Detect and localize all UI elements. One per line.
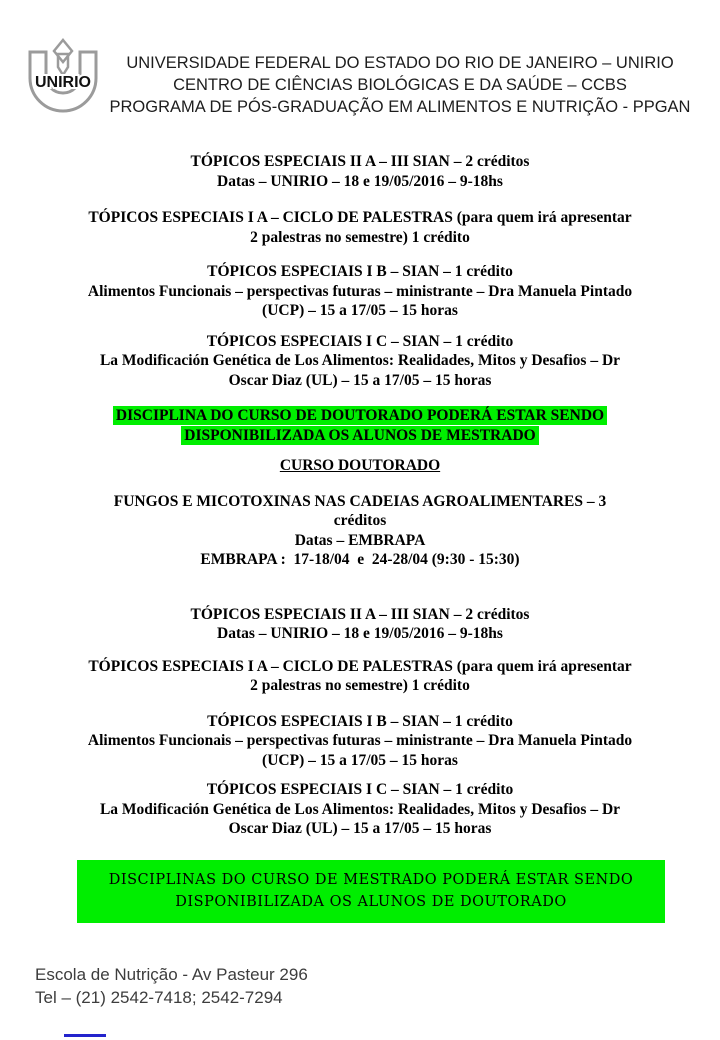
course-block-topicos-1a [34,208,686,247]
course-credits: 2 palestras no semestre) 1 crédito [250,228,470,246]
course-title: FUNGOS E MICOTOXINAS NAS CADEIAS AGROALIMENTARES – 3 [113,492,607,510]
course-dates: EMBRAPA : 17-18/04 e 24-28/04 (9:30 - 15:30) [200,551,520,568]
document-body [0,152,720,923]
course-dates: (UCP) – 15 a 17/05 – 15 horas [262,751,458,769]
course-block-topicos-1b [34,262,686,321]
course-dates: Datas – UNIRIO – 18 e 19/05/2016 – 9-18hs [217,625,503,642]
notice-mestrado-box [77,860,665,923]
document-footer [35,963,308,1009]
course-location: Datas – EMBRAPA [294,531,426,549]
unirio-logo [20,36,106,122]
document-header [0,0,720,122]
course-block-topicos-1c [34,332,686,391]
highlighted-text-line: DISCIPLINA DO CURSO DE DOUTORADO PODERÁ ESTAR SENDO [113,406,607,425]
course-description: La Modificación Genética de Los Alimentos: Realidades, Mitos y Desafios – Dr [99,800,621,818]
course-block-topicos-1c-repeat [34,780,686,839]
course-title: TÓPICOS ESPECIAIS I C – SIAN – 1 crédito [206,332,514,350]
course-description: Alimentos Funcionais – perspectivas futuras – ministrante – Dra Manuela Pintado [87,282,633,300]
institution-header [106,36,694,118]
curso-doutorado-heading: CURSO DOUTORADO [279,457,441,474]
course-description: Alimentos Funcionais – perspectivas futuras – ministrante – Dra Manuela Pintado [87,732,633,749]
svg-text:UNIRIO: UNIRIO [35,74,91,91]
notice-text-line: DISPONIBILIZADA OS ALUNOS DE DOUTORADO [175,893,567,910]
course-dates: (UCP) – 15 a 17/05 – 15 horas [262,302,458,319]
footer-address: Escola de Nutrição - Av Pasteur 296 [35,965,308,984]
course-block-fungos [34,492,686,570]
course-dates: Oscar Diaz (UL) – 15 a 17/05 – 15 horas [228,820,492,837]
course-title: TÓPICOS ESPECIAIS I C – SIAN – 1 crédito [206,781,514,798]
highlighted-text-line: DISPONIBILIZADA OS ALUNOS DE MESTRADO [181,426,538,445]
course-dates: Oscar Diaz (UL) – 15 a 17/05 – 15 horas [228,371,492,389]
course-title: TÓPICOS ESPECIAIS II A – III SIAN – 2 créditos [190,605,530,623]
course-credits: 2 palestras no semestre) 1 crédito [250,677,470,694]
course-title: TÓPICOS ESPECIAIS II A – III SIAN – 2 créditos [190,153,530,170]
course-block-topicos-2a-repeat [34,605,686,644]
institution-line-3: PROGRAMA DE PÓS-GRADUAÇÃO EM ALIMENTOS E NUTRIÇÃO - PPGAN [109,98,691,116]
course-credits: créditos [333,512,387,529]
course-title: TÓPICOS ESPECIAIS I A – CICLO DE PALESTRAS (para quem irá apresentar [88,209,632,226]
institution-line-1: UNIVERSIDADE FEDERAL DO ESTADO DO RIO DE JANEIRO – UNIRIO [126,54,674,72]
institution-line-2: CENTRO DE CIÊNCIAS BIOLÓGICAS E DA SAÚDE – CCBS [173,76,627,94]
footer-phone: Tel – (21) 2542-7418; 2542-7294 [35,988,283,1007]
course-description: La Modificación Genética de Los Alimentos: Realidades, Mitos y Desafios – Dr [99,352,621,369]
course-block-topicos-1a-repeat [34,657,686,696]
course-title: TÓPICOS ESPECIAIS I B – SIAN – 1 crédito [207,712,513,730]
course-title: TÓPICOS ESPECIAIS I A – CICLO DE PALESTRAS (para quem irá apresentar [88,657,632,675]
footer-blue-line [64,1034,106,1037]
notice-doutorado-highlight [34,406,686,445]
course-block-topicos-2a [34,152,686,191]
unirio-crest-icon [20,36,106,122]
course-title: TÓPICOS ESPECIAIS I B – SIAN – 1 crédito [207,263,513,280]
course-block-topicos-1b-repeat [34,712,686,771]
course-dates: Datas – UNIRIO – 18 e 19/05/2016 – 9-18hs [217,172,503,190]
notice-text-line: DISCIPLINAS DO CURSO DE MESTRADO PODERÁ ESTAR SENDO [108,871,634,888]
